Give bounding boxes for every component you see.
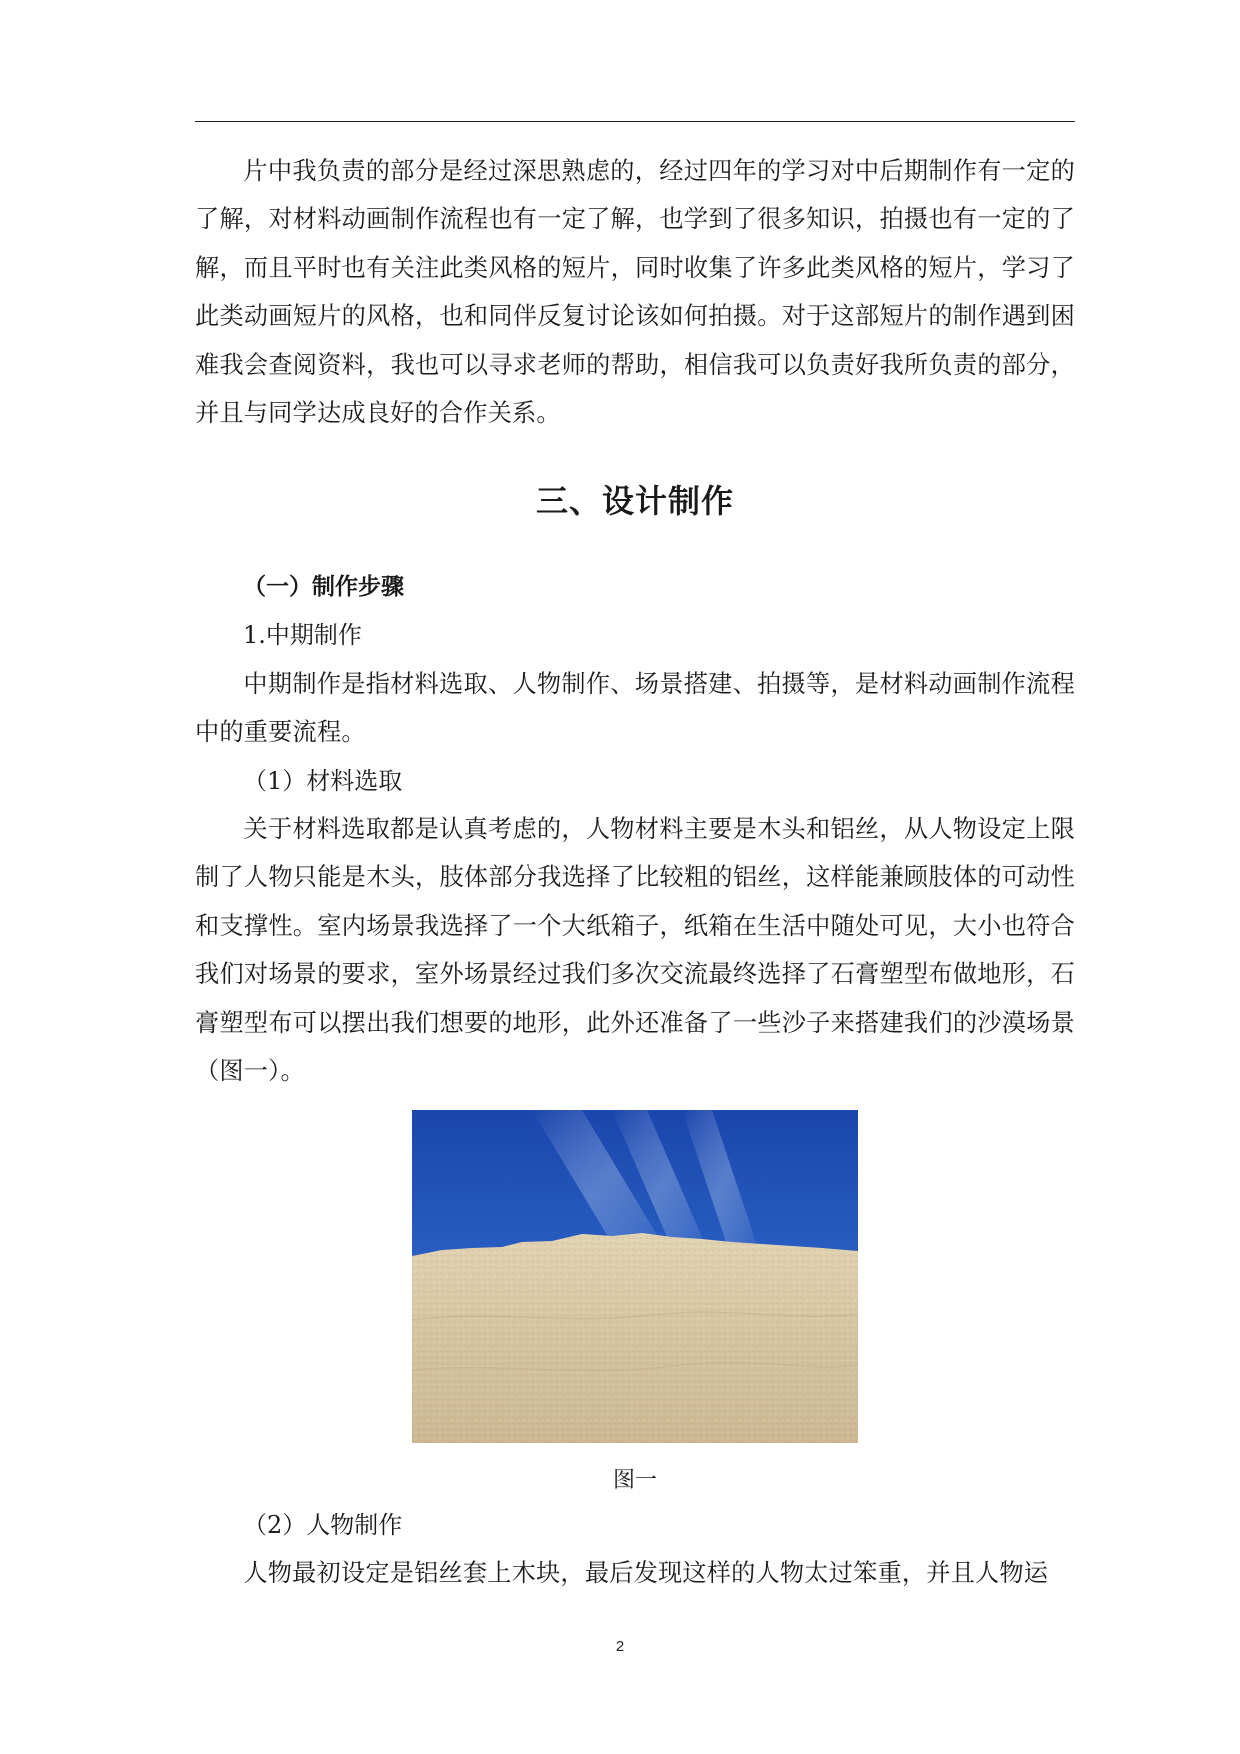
sub-item-title: （1）材料选取: [243, 766, 403, 795]
header-rule: [195, 121, 1075, 122]
document-body: [195, 147, 1075, 1597]
item-title: 1.中期制作: [243, 621, 362, 650]
sub-item-title: （2）人物制作: [243, 1510, 403, 1539]
page-number: 2: [615, 1638, 625, 1655]
photo-illustration: [412, 1110, 858, 1443]
body-paragraph: 中期制作是指材料选取、人物制作、场景搭建、拍摄等，是材料动画制作流程中的重要流程。: [195, 669, 1075, 747]
section-title: 三、设计制作: [535, 482, 734, 521]
body-paragraph: 人物最初设定是铝丝套上木块，最后发现这样的人物太过笨重，并且人物运: [243, 1558, 1049, 1587]
body-paragraph: 关于材料选取都是认真考虑的，人物材料主要是木头和铝丝，从人物设定上限制了人物只能是木头，肢体部分我选择了比较粗的铝丝，这样能兼顾肢体的可动性和支撑性。室内场景我选择了一个大纸箱子，纸箱在生活中随处可见，大小也符合我们对场景的要求，室外场景经过我们多次交流最终选择了石膏塑型布做地形，石膏塑型布可以摆出我们想要的地形，此外还准备了一些沙子来搭建我们的沙漠场景（图一）。: [195, 815, 1075, 1086]
body-paragraph: 片中我负责的部分是经过深思熟虑的，经过四年的学习对中后期制作有一定的了解，对材料动画制作流程也有一定了解，也学到了很多知识，拍摄也有一定的了解，而且平时也有关注此类风格的短片，同时收集了许多此类风格的短片，学习了此类动画短片的风格，也和同伴反复讨论该如何拍摄。对于这部短片的制作遇到困难我会查阅资料，我也可以寻求老师的帮助，相信我可以负责好我所负责的部分，并且与同学达成良好的合作关系。: [195, 157, 1075, 428]
figure-caption: 图一: [612, 1467, 657, 1493]
sand-desert-photo: [412, 1110, 858, 1443]
subsection-title: （一）制作步骤: [243, 574, 404, 601]
